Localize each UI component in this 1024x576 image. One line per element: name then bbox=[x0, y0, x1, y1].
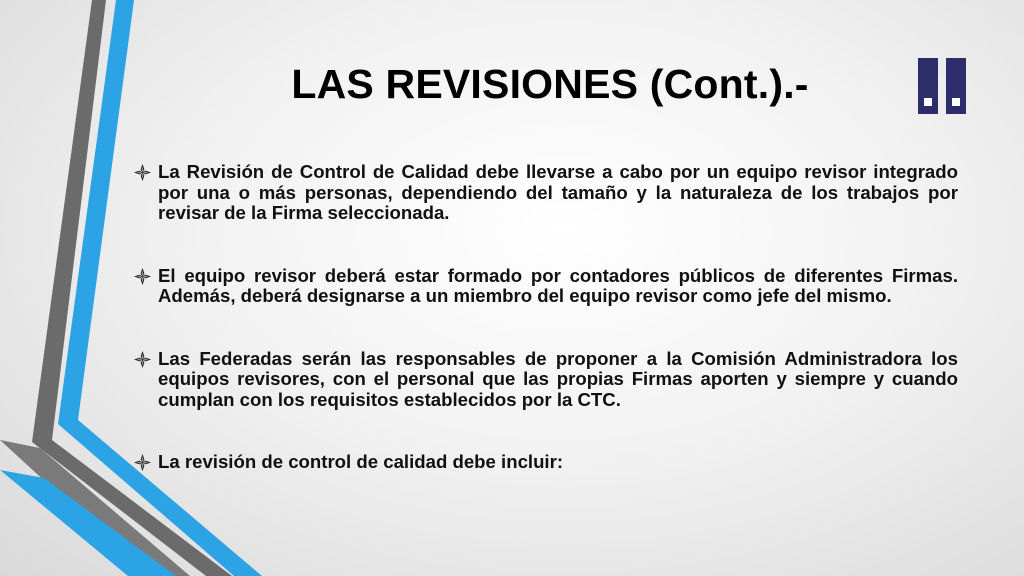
institution-logo-icon bbox=[918, 58, 966, 114]
bullet-text: El equipo revisor deberá estar formado por contadores públicos de diferentes Firmas. Además, deberá designarse a un miembro del equipo revisor como jefe del mismo. bbox=[158, 264, 958, 306]
diamond-bullet-icon bbox=[134, 164, 151, 181]
diamond-bullet-icon bbox=[134, 454, 151, 471]
bullet-item bbox=[134, 162, 958, 224]
bullet-text: La revisión de control de calidad debe incluir: bbox=[158, 451, 564, 472]
bullet-text: La Revisión de Control de Calidad debe llevarse a cabo por un equipo revisor integrado por una o más personas, dependiendo del tamaño y la naturaleza de los trabajos por revisar de la Firma seleccionada. bbox=[158, 161, 958, 223]
bullet-text: Las Federadas serán las responsables de proponer a la Comisión Administradora los equipos revisores, con el personal que las propias Firmas aporten y siempre y cuando cumplan con los requisitos establecidos por la CTC. bbox=[158, 347, 958, 410]
slide-title: LAS REVISIONES (Cont.).- bbox=[291, 61, 809, 107]
bullet-item bbox=[134, 349, 958, 411]
diamond-bullet-icon bbox=[134, 351, 151, 368]
diamond-bullet-icon bbox=[134, 268, 151, 285]
bullet-item bbox=[134, 452, 958, 473]
bullet-item bbox=[134, 266, 958, 307]
bullet-list bbox=[134, 162, 958, 473]
